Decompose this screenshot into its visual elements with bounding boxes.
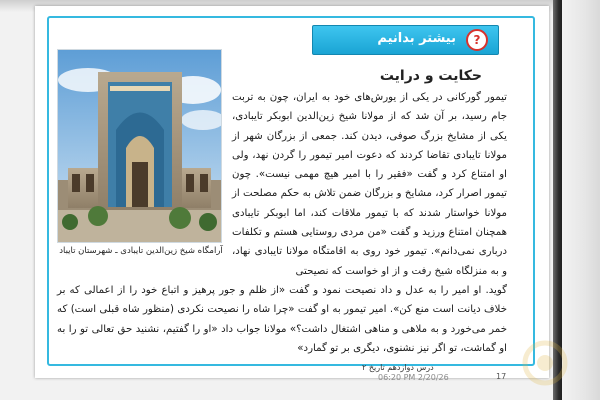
question-mark-icon: ? bbox=[466, 29, 488, 51]
story-title: حکایت و درایت bbox=[379, 68, 482, 84]
mausoleum-photo bbox=[57, 49, 222, 243]
header-title: بیشتر بدانیم bbox=[377, 31, 456, 46]
photo-caption: آرامگاه شیخ زین‌الدین تایبادی ـ شهرستان تایباد bbox=[59, 246, 223, 256]
story-paragraph-continued: گوید. او امیر را به عدل و داد نصیحت نمود و گفت «از ظلم و جور پرهیز و اتباع خود را از اعمالی که بر خلاف دیانت است منع کن». امیر تیمور به او گفت «چرا شاه را نصیحت نکردی (منظور شاه قبلی است) که خمر می‌خورد و به ملاهی و مناهی اشتغال داشت؟» مولانا جواب داد «او را گفتیم، نشنید حق تعالی تو را به او گماشت، تو اگر نیز نشنوی، دیگری بر تو گمارد» bbox=[57, 285, 507, 354]
story-paragraph: تیمور گورکانی در یکی از یورش‌های خود به ایران، چون به تربت جام رسید، بر آن شد که از مولانا شیخ زین‌الدین ابوبکر تایبادی، یکی از مشایخ بزرگ صوفی، دیدن کند. جمعی از بزرگان شهر از مولانا تایبادی تقاضا کردند که دعوت امیر تیمور را گردن نهد، ولی او امتناع کرد و گفت «فقیر را با امیر هیچ مهمی نیست». چون تیمور اصرار کرد، مشایخ و بزرگان ضمن تلاش به حکم مصلحت از مولانا خواستار شدند که با تیمور ملاقات کند، اما ابوبکر تایبادی همچنان امتناع ورزید و گفت «من مردی روستایی هستم و تکلفات درباری نمی‌دانم». تیمور خود روی به اقامتگاه مولانا تایبادی نهاد، و به منزلگاه شیخ رفت و از او خواست که نصیحتی bbox=[232, 92, 507, 277]
footer-lesson-label: درس دوازدهم تاریخ ۲ bbox=[362, 363, 434, 372]
document-page bbox=[35, 6, 549, 378]
page-number: 17 bbox=[496, 372, 507, 381]
mausoleum-illustration bbox=[58, 50, 221, 242]
watermark-logo-icon bbox=[515, 338, 575, 388]
section-header-bar bbox=[312, 25, 499, 55]
capture-timestamp: 06:20 PM 2/20/26 bbox=[378, 373, 449, 382]
